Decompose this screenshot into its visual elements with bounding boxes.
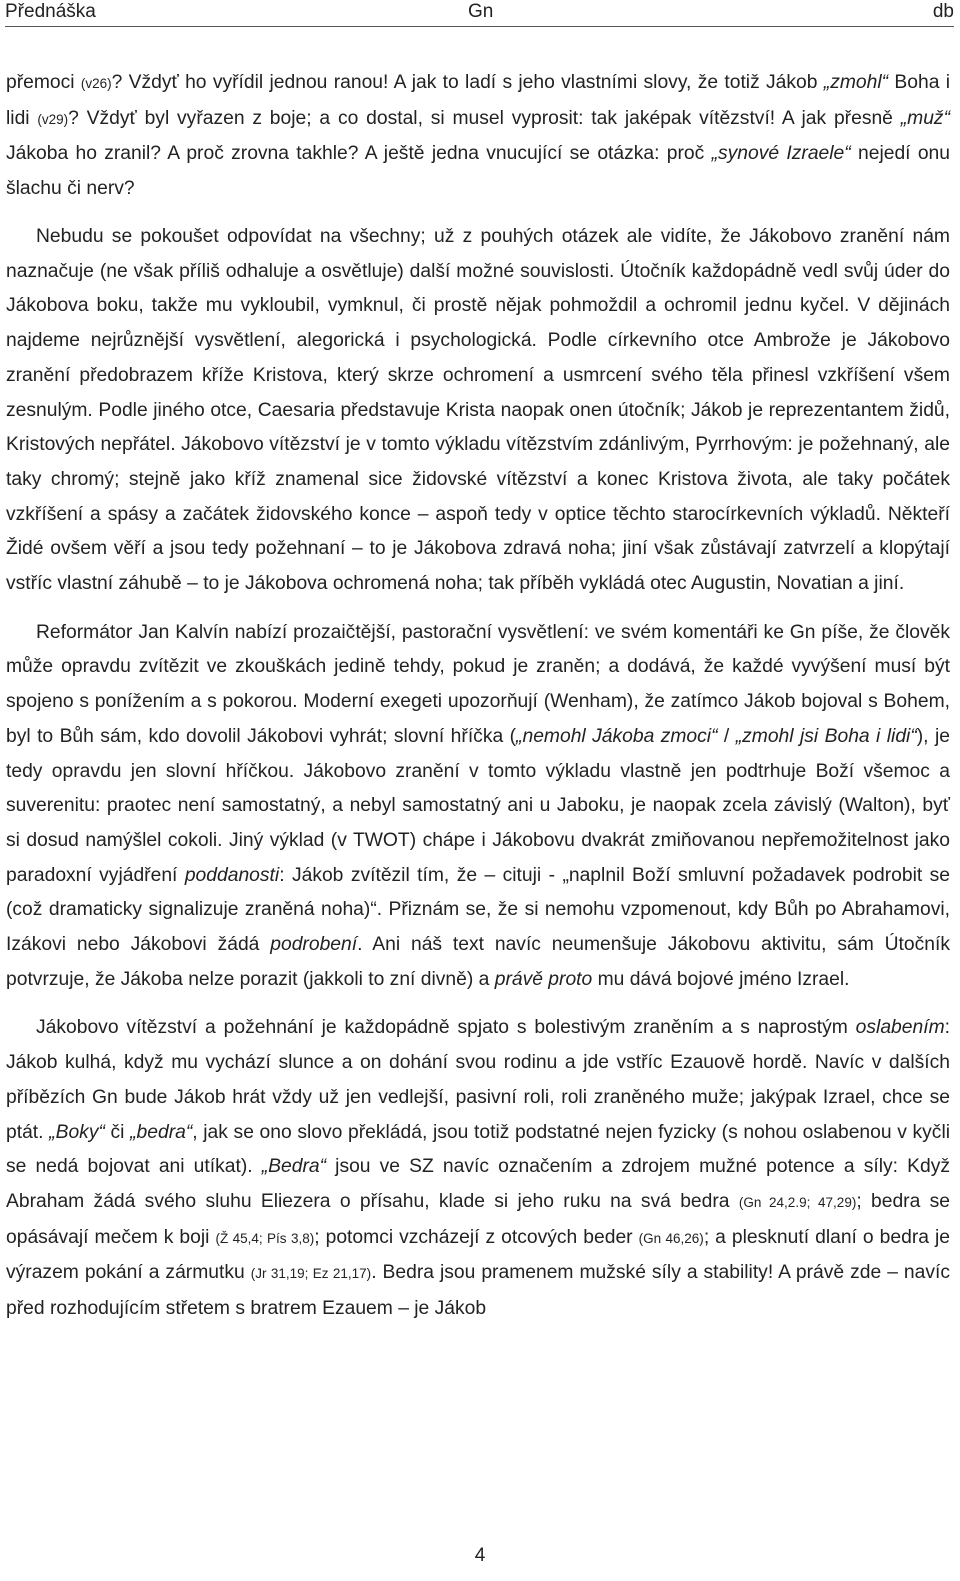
- text-run: mu dává bojové jméno Izrael.: [592, 968, 850, 990]
- italic-quote: „nemohl Jákoba zmoci“: [516, 725, 718, 747]
- text-run: ? Vždyť ho vyřídil jednou ranou! A jak to ladí s jeho vlastními slovy, že totiž Jákob: [111, 72, 824, 93]
- page-number: 4: [474, 1545, 486, 1566]
- text-run: jsou ve SZ navíc označením a zdrojem mužné potence a síly: Když Abraham žádá svého sluhu Eliezera o přísahu, klade si jeho ruku na svá bedra: [6, 1156, 950, 1212]
- italic-quote: „bedra“: [130, 1121, 193, 1143]
- body-text: [6, 66, 950, 1327]
- text-run: /: [717, 725, 736, 747]
- verse-reference: (Gn 46,26): [638, 1230, 704, 1246]
- text-run: či: [104, 1121, 131, 1143]
- italic-quote: „synové Izraele“: [711, 143, 851, 164]
- text-run: Jákoba ho zranil? A proč zrovna takhle? A ještě jedna vnucující se otázka: proč: [6, 143, 712, 164]
- text-run: přemoci: [6, 72, 81, 93]
- text-run: ; a plesknutí dlaní o bedra je výrazem pokání a zármutku: [6, 1226, 950, 1284]
- text-run: Reformátor Jan Kalvín nabízí prozaičtější, pastorační vysvětlení: ve svém komentáři ke Gn píše, že člověk může opravdu zvítězit ve zkouškách jedině tehdy, pokud je zraněn; a dodává, že každé vyvýšení musí být spojeno s ponížením a s pokorou. Moderní exegeti upozorňují (Wenham), že zatímco Jákob bojoval s Bohem, byl to Bůh sám, kdo dovolil Jákobovi vyhrát; slovní hříčka (: [6, 621, 950, 747]
- verse-reference: (v26): [80, 76, 112, 91]
- verse-reference: (Jr 31,19; Ez 21,17): [250, 1266, 372, 1282]
- text-run: ; potomci vzcházejí z otcových beder: [314, 1226, 639, 1248]
- italic-term: podrobení: [270, 934, 358, 956]
- paragraph-2: Nebudu se pokoušet odpovídat na všechny; už z pouhých otázek ale vidíte, že Jákobovo zranění nám naznačuje (ne však příliš odhaluje a osvětluje) další možné souvislosti. Útočník každopádně vedl svůj úder do Jákobova boku, takže mu vykloubil, vymknul, či prostě nějak pohmoždil a ochromil jednu kyčel. V dějinách najdeme nejrůznější vysvětlení, alegorická i psychologická. Podle církevního otce Ambrože je Jákobovo zranění předobrazem kříže Kristova, který skrze ochromení a usmrcení svého těla přinesl vzkříšení všem zesnulým. Podle jiného otce, Caesaria představuje Krista naopak onen útočník; Jákob je reprezentantem židů, Kristových nepřátel. Jákobovo vítězství je v tomto výkladu vítězstvím zdánlivým, Pyrrhovým: je požehnaný, ale taky chromý; stejně jako kříž znamenal sice židovské vítězství a konec Kristova života, ale taky počátek vzkříšení a spásy a začátek židovského konce – aspoň tedy v optice těchto starocírkevních výkladů. Někteří Židé ovšem věří a jsou tedy požehnaní – to je Jákobova zdravá noha; jiní však zůstávají zatvrzelí a klopýtají vstříc vlastní záhubě – to je Jákobova ochromená noha; tak příběh vykládá otec Augustin, Novatian a jiní.: [6, 226, 950, 595]
- text-run: . Ani náš text navíc neumenšuje Jákobovu aktivitu, sám Útočník potvrzuje, že Jákoba nelze porazit (jakkoli to zní divně) a: [6, 934, 950, 990]
- page-header: [5, 0, 954, 27]
- italic-quote: „Bedra“: [261, 1156, 327, 1178]
- italic-quote: „Boky“: [49, 1121, 105, 1143]
- text-run: , jak se ono slovo překládá, jsou totiž podstatné nejen fyzicky (s nohou oslabenou v kyčli se nedá bojovat ani utíkat).: [6, 1121, 951, 1178]
- text-run: ; bedra se opásávají mečem k boji: [6, 1190, 950, 1248]
- header-right-text: db: [932, 1, 954, 22]
- text-run: Jákobovo vítězství a požehnání je každopádně spjato s bolestivým zraněním a s naprostým: [36, 1017, 856, 1039]
- header-left-text: Přednáška: [5, 1, 96, 22]
- italic-quote: „zmohl jsi Boha i lidi“: [735, 725, 917, 747]
- text-run: nejedí onu šlachu či nerv?: [6, 143, 950, 199]
- verse-reference: (Gn 24,2.9; 47,29): [738, 1194, 857, 1210]
- text-run: : Jákob zvítězil tím, že – cituji - „naplnil Boží smluvní požadavek podrobit se (což dramaticky signalizuje zraněná noha)“. Přiznám se, že si nemohu vzpomenout, kdy Bůh po Abrahamovi, Izákovi nebo Jákobovi žádá: [6, 864, 950, 956]
- paragraph-1: [6, 66, 950, 206]
- text-run: Boha i lidi: [6, 72, 951, 129]
- italic-quote: „muž“: [900, 107, 950, 129]
- verse-reference: (v29): [37, 111, 69, 127]
- header-center-text: Gn: [468, 1, 494, 22]
- italic-term: oslabením: [855, 1017, 945, 1039]
- text-run: : Jákob kulhá, když mu vychází slunce a on dohání svou rodinu a jde vstříc Ezauově hordě. Navíc v dalších příbězích Gn bude Jákob hrát vždy už jen vedlejší, pasivní roli, roli zraněného muže; jakýpak Izrael, chce se ptát.: [6, 1017, 950, 1143]
- italic-term: poddanosti: [184, 864, 280, 886]
- text-run: . Bedra jsou pramenem mužské síly a stability! A právě zde – navíc před rozhodujícím střetem s bratrem Ezauem – je Jákob: [6, 1262, 950, 1320]
- paragraph-3: [6, 616, 950, 998]
- verse-reference: (Ž 45,4; Pís 3,8): [215, 1230, 315, 1246]
- italic-term: právě proto: [494, 968, 593, 990]
- text-run: ), je tedy opravdu jen slovní hříčkou. Jákobovo zranění v tomto výkladu vlastně jen podtrhuje Boží všemoc a suverenitu: praotec není samostatný, a nebyl samostatný ani u Jaboku, je naopak zcela závislý (Walton), byť si dosud namýšlel cokoli. Jiný výklad (v TWOT) chápe i Jákobovu dvakrát zmiňovanou nepřemožitelnost jako paradoxní vyjádření: [6, 725, 950, 886]
- italic-quote: „zmohl“: [823, 72, 889, 93]
- text-run: ? Vždyť byl vyřazen z boje; a co dostal, si musel vyprosit: tak jaképak vítězství! A jak přesně: [68, 107, 901, 129]
- paragraph-4: [6, 1011, 950, 1326]
